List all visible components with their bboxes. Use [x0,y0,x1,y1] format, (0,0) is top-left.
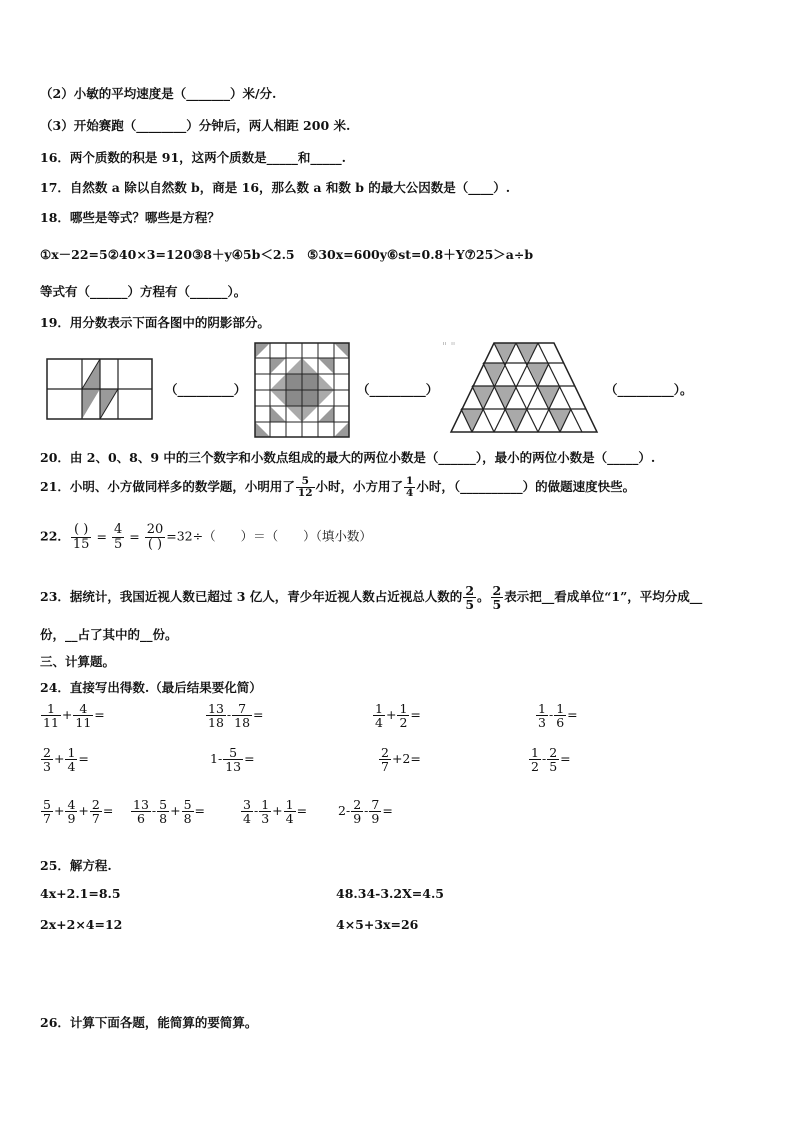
equals: = [102,803,114,819]
q21-part1: 21．小明、小方做同样多的数学题，小明用了 [40,479,295,495]
fraction [41,746,53,773]
q22-rest: =32÷（ ）＝（ ）（填小数） [166,528,372,544]
denominator: 4 [243,811,251,827]
denominator: 7 [381,759,389,775]
denominator: 7 [91,811,100,827]
operator: + [385,707,397,723]
fraction [259,798,271,825]
denominator: 9 [353,811,362,827]
fraction [554,702,566,729]
numerator: 5 [223,746,243,760]
q17: 17．自然数 a 除以自然数 b，商是 16，那么数 a 和数 b 的最大公因数是（____）. [40,180,511,195]
numerator: 5 [159,797,168,812]
q19-blank3: （_________）。 [605,382,693,397]
num: 4 [113,522,123,537]
equals: = [560,751,571,767]
denominator: 2 [531,759,539,775]
q22-number: 22． [40,528,70,544]
q16: 16．两个质数的积是 91，这两个质数是_____和_____. [40,150,346,165]
denominator: 9 [67,811,76,827]
numerator: 1 [41,702,61,716]
operator: - [253,803,259,819]
numerator: 2 [549,745,558,760]
numerator: 1 [531,745,539,760]
numerator: 1 [556,701,565,716]
section-3-title: 三、计算题。 [40,654,116,669]
fraction [232,702,252,729]
fraction [547,746,559,773]
fraction [65,746,77,773]
q22 [40,523,372,551]
numerator: 1 [67,745,76,760]
numerator: 1 [375,701,383,716]
q19-scan-mark: " " [442,340,456,353]
numerator: 13 [133,797,149,812]
den: ( ) [147,536,163,552]
q19-figure-trapezoid [444,340,604,436]
q24-expression [240,798,307,825]
denominator: 11 [75,715,92,731]
numerator: 1 [261,797,270,812]
fraction [41,798,53,825]
q23-line2: 份，__占了其中的__份。 [40,627,178,642]
q15-item2: （2）小敏的平均速度是（_______）米/分. [40,86,277,101]
operator: + [78,803,89,819]
denominator: 3 [538,715,546,731]
den: 4 [406,487,414,500]
q23 [40,584,702,611]
operator: + [53,803,65,819]
equals: = [94,707,105,723]
q21-fraction2 [404,476,415,499]
numerator: 5 [183,797,192,812]
q23-part3: 表示把__看成单位“1”，平均分成__ [504,589,703,605]
fraction [351,798,363,825]
den: 5 [465,597,475,613]
fraction [284,798,296,825]
fraction [90,798,102,825]
q24-expression [338,798,393,825]
denominator: 9 [371,811,380,827]
denominator: 6 [556,715,565,731]
num: 20 [146,522,164,537]
q18-prompt: 18．哪些是等式？哪些是方程？ [40,210,220,225]
denominator: 4 [285,811,294,827]
q23-fraction-repeat [491,584,504,611]
fraction [369,798,381,825]
den: 15 [72,536,90,552]
operator: 1- [210,751,223,767]
fraction [65,798,77,825]
q23-part2: 。 [477,589,490,605]
q20: 20．由 2、0、8、9 中的三个数字和小数点组成的最大的两位小数是（______），最小的两位小数是（_____）. [40,450,656,465]
q24-expression [372,702,421,729]
equals: = [244,751,255,767]
denominator: 7 [43,811,51,827]
numerator: 2 [353,797,362,812]
denominator: 3 [261,811,270,827]
q21-part3: 小时，（__________）的做题速度快些。 [416,479,636,495]
equals: = [253,707,264,723]
q22-fraction3 [145,523,166,551]
q22-fraction1 [71,523,92,551]
q23-fraction [463,584,476,611]
q19-blank1: （_________） [165,382,247,397]
numerator: 1 [538,701,546,716]
operator: + [53,751,65,767]
den: 5 [492,597,502,613]
fraction [157,798,169,825]
numerator: 1 [399,701,408,716]
numerator: 2 [43,745,51,760]
denominator: 4 [67,759,76,775]
q24-expression [528,746,571,773]
fraction [223,746,243,773]
q25-eq2: 48.34-3.2X=4.5 [336,886,444,901]
fraction [41,702,61,729]
num: 2 [465,583,475,598]
numerator: 2 [91,797,100,812]
denominator: 5 [549,759,558,775]
denominator: 8 [183,811,192,827]
denominator: 4 [375,715,383,731]
q24-expression [40,746,89,773]
q25-eq1: 4x+2.1=8.5 [40,886,121,901]
num: 2 [492,583,502,598]
q22-eq2: = [129,528,140,544]
q19-figure-square [254,342,350,438]
fraction [241,798,253,825]
denominator: 8 [159,811,168,827]
q26: 26．计算下面各题，能简算的要简算。 [40,1015,258,1030]
fraction [379,746,391,773]
num: 5 [296,476,315,488]
operator: - [541,751,547,767]
operator: - [151,803,157,819]
fraction [536,702,548,729]
q19-figure-rectangle [46,355,154,423]
denominator: 2 [399,715,408,731]
numerator: 7 [232,702,252,716]
shaded-triangle [82,389,100,419]
equals: +2= [391,751,421,767]
q24-expression [130,798,205,825]
q24-expression [210,746,255,773]
numerator: 4 [73,702,93,716]
q19-prompt: 19．用分数表示下面各图中的阴影部分。 [40,315,270,330]
q25-eq4: 4×5+3x=26 [336,917,419,932]
denominator: 13 [225,759,242,775]
q22-eq1: = [96,528,107,544]
denominator: 3 [43,759,51,775]
q24-prompt: 24．直接写出得数.（最后结果要化简） [40,680,262,695]
fraction [73,702,93,729]
fraction [182,798,194,825]
q21-fraction1 [296,476,315,499]
q19-blank2: （_________） [357,382,439,397]
num: ( ) [71,523,92,538]
equals: = [296,803,308,819]
equals: = [78,751,89,767]
den: 5 [113,536,123,552]
q15-item3: （3）开始赛跑（________）分钟后，两人相距 200 米. [40,118,351,133]
numerator: 2 [381,745,389,760]
numerator: 7 [371,797,380,812]
numerator: 13 [208,701,224,716]
q18-items: ①x－22=5②40×3=120③8＋y④5b＜2.5 ⑤30x=600y⑥st=0.8＋Y⑦25＞a÷b [40,247,534,262]
equals: = [567,707,578,723]
fraction [206,702,226,729]
operator: + [61,707,73,723]
fraction [131,798,151,825]
q23-part1: 23．据统计，我国近视人数已超过 3 亿人，青少年近视人数占近视总人数的 [40,589,463,605]
q24-expression [40,702,105,729]
q24-expression [378,746,421,773]
den: 12 [297,487,313,500]
equals: = [194,803,206,819]
operator: - [364,803,369,819]
denominator: 18 [208,715,224,731]
q18-answer: 等式有（______）方程有（______）。 [40,284,247,299]
q21-part2: 小时，小方用了 [315,479,404,495]
q22-fraction2 [112,523,124,551]
q25-prompt: 25．解方程. [40,858,112,873]
operator: - [548,707,554,723]
q24-expression [205,702,264,729]
numerator: 1 [285,797,294,812]
q25-eq3: 2x+2×4=12 [40,917,123,932]
denominator: 18 [234,715,251,731]
q21 [40,476,635,499]
equals: = [382,803,393,819]
num: 1 [406,475,414,487]
operator: + [272,803,283,819]
operator: - [226,707,232,723]
equals: = [410,707,421,723]
numerator: 4 [67,797,76,812]
numerator: 5 [43,797,51,812]
q24-expression [40,798,113,825]
denominator: 11 [43,715,59,731]
operator: + [170,803,181,819]
denominator: 6 [136,811,145,827]
fraction [373,702,385,729]
q24-expression [535,702,578,729]
numerator: 3 [243,797,251,812]
fraction [529,746,541,773]
operator: 2- [338,803,351,819]
fraction [397,702,409,729]
